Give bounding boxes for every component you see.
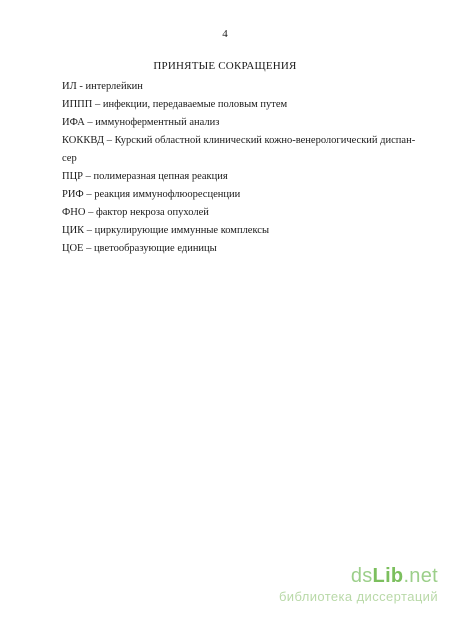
abbreviation-item: ИЛ - интерлейкин [62,81,143,92]
logo-ds-text: ds [350,565,373,587]
abbreviation-item: РИФ – реакция иммунофлюоресценции [62,189,241,200]
abbreviation-item-continuation: сер [62,153,77,164]
abbreviation-item: ЦОЕ – цветообразующие единицы [62,243,217,254]
abbreviation-item: КОККВД – Курский областной клинический кожно-венерологический диспан- [62,135,416,146]
dslib-logo [279,565,438,587]
section-heading: ПРИНЯТЫЕ СОКРАЩЕНИЯ [153,60,297,72]
watermark-subtitle: библиотека диссертаций [278,589,438,604]
abbreviation-item: ИППП – инфекции, передаваемые половым путем [62,99,288,110]
abbreviation-item: ПЦР – полимеразная цепная реакция [62,171,228,182]
abbreviation-item: ИФА – иммуноферментный анализ [62,117,220,128]
abbreviation-item: ЦИК – циркулирующие иммунные комплексы [62,225,270,236]
dslib-watermark [279,565,438,604]
page-number: 4 [222,28,228,40]
abbreviation-list [62,78,422,258]
logo-lib-text: Lib [372,565,404,587]
abbreviation-item: ФНО – фактор некроза опухолей [62,207,209,218]
logo-net-text: .net [403,565,438,587]
